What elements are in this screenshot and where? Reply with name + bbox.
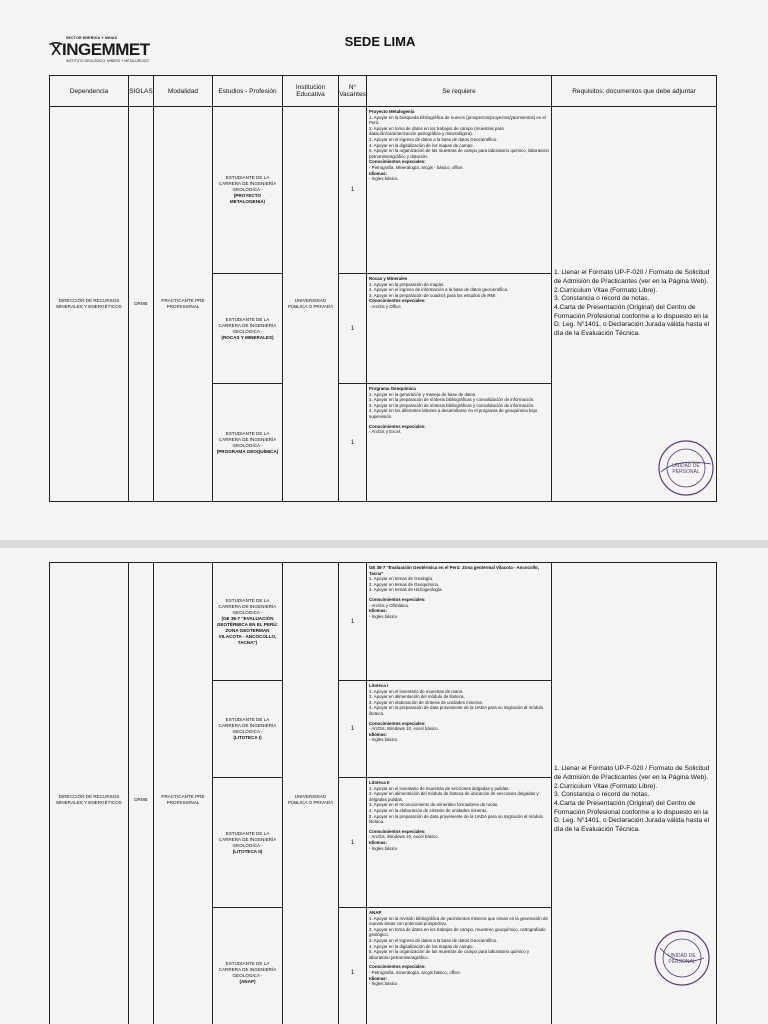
requirement-title: GE 38-7 "Evaluación Geotérmica en el Perú: Zona geotermal Vilacota - Ancocollo, Tacna"	[369, 565, 539, 576]
requirement-item: - Ingles básico	[369, 845, 398, 851]
stamp-text-2: PERSONAL	[668, 959, 696, 965]
estudios-prefix: ESTUDIANTE DE LA CARRERA DE INGENIERÍA GEOLÓGICA -	[218, 960, 277, 978]
program-label: (ROCAS Y MINERALES)	[221, 334, 274, 340]
document-item: 3. Constancia o récord de notas.	[554, 791, 650, 799]
document-item: 1. Llenar el Formato UP-F-020 / Formato de Solicitud de Admisión de Practicantes (ver en la Página Web).	[554, 765, 710, 781]
requirements-cell	[367, 563, 552, 681]
requirement-item: - ArcGis y Excel.	[369, 429, 402, 435]
estudios-cell	[213, 778, 283, 908]
document-item: 1. Llenar el Formato UP-F-020 / Formato de Solicitud de Admisión de Practicantes (ver en la Página Web).	[554, 269, 710, 285]
requirement-item: 4. Apoyar en los diferentes labores a desarrollarse en el programa de geoquímica bajo supervisión.	[369, 408, 538, 419]
requirement-item: - ArcGis y Ofimática.	[369, 602, 410, 608]
requirement-item: 1. Apoyar en el inventario de muestras de mano.	[369, 688, 464, 694]
dependencia-cell: DIRECCIÓN DE RECURSOS MINERALES Y ENERGÉTICOS	[50, 563, 129, 1024]
requirement-heading: Conocimientos especiales:	[369, 720, 426, 726]
column-header: Dependencia	[50, 76, 129, 107]
column-header: N° Vacantes	[339, 76, 367, 107]
requirement-title: ANAP	[369, 910, 382, 915]
document-item: 2.Curriculum Vitae (Formato Libre).	[554, 782, 658, 790]
institucion-cell: UNIVERSIDAD PÚBLICA O PRIVADA	[283, 107, 339, 502]
requirement-item: 2. Apoyar en toma de datos en los trabajos de campo, muestreo geoquímico, cartografiado geológico.	[369, 926, 546, 938]
logo-ministry-text: SECTOR ENERGÍA Y MINAS	[66, 36, 118, 40]
modalidad-cell: PRACTICANTE PRE PROFESIONAL	[154, 563, 213, 1024]
estudios-prefix: ESTUDIANTE DE LA CARRERA DE INGENIERÍA GEOLÓGICA -	[218, 175, 277, 192]
requirement-item: - ArcGis, Windows 10, excel básico.	[369, 726, 439, 732]
official-seal-stamp	[656, 438, 716, 498]
requirements-cell	[367, 778, 552, 908]
requirement-title: Litoteca II	[369, 780, 390, 785]
requirement-item: 1. Apoyar en la generación y manejo de base de datos.	[369, 391, 477, 397]
requirement-item: 3. Apoyar en el ingreso de datos a la base de datos Geocientífica.	[369, 136, 498, 142]
requirement-item: 5. Apoyar en la organización de las muestras de campo para laboratorio químico, laboratorio petromineragráfico y datación.	[369, 148, 549, 159]
vacantes-cell: 1	[339, 681, 367, 778]
requirement-item: 3. Apoyar en temas de Hidrogeología.	[369, 587, 443, 593]
requirement-item: - Petrografía, mineralogía, arcgis básico, office.	[369, 969, 461, 975]
program-label: (PROGRAMA GEOQUÍMICA)	[216, 448, 279, 454]
requirement-title: Rocas y Minerales	[369, 276, 408, 281]
dependencia-cell: DIRECCIÓN DE RECURSOS MINERALES Y ENERGÉTICOS	[50, 107, 129, 502]
requirement-item: 2. Apoyar en la preparación de síntesis bibliográficas y consolidación de información.	[369, 397, 535, 403]
institucion-cell: UNIVERSIDAD PÚBLICA O PRIVADA	[283, 563, 339, 1024]
requirement-heading: Idiomas:	[369, 170, 388, 176]
requirement-item: 1. Apoyar en temas de Geología.	[369, 576, 434, 582]
requirement-title: Programa Geoquímica	[369, 386, 416, 391]
requirement-item: 2. Apoyar en el ingreso de información a la base de datos geocientífica.	[369, 287, 509, 293]
requirement-item: - Ingles básico	[369, 737, 398, 743]
requirement-item: 4. Apoyar en la preparación de data proveniente de la UADA para su migración al módulo litoteca.	[369, 705, 544, 716]
requirement-item: 4. Apoyar en la digitalización de los mapas de campo.	[369, 943, 474, 949]
column-header: SIGLAS	[129, 76, 154, 107]
requirement-item: 5. Apoyar en la organización de las muestras de campo para laboratorio químico y laboratorio petromineragráfico.	[369, 949, 530, 960]
estudios-prefix: ESTUDIANTE DE LA CARRERA DE INGENIERÍA GEOLÓGICA -	[218, 430, 277, 448]
requirement-heading: Conocimientos especiales:	[369, 423, 426, 429]
estudios-cell	[213, 107, 283, 274]
requirement-item: - ArcGis, Windows 10, excel básico.	[369, 834, 439, 840]
requirements-cell	[367, 384, 552, 502]
vacantes-cell: 1	[339, 563, 367, 681]
logo-brand: INGEMMET	[62, 40, 150, 59]
requirement-title: Litoteca I	[369, 683, 389, 688]
requirement-item: 2. Apoyar en temas de Geoquímica.	[369, 581, 440, 587]
requirement-item: 2. Apoyar en alimentación del módulo de litoteca de ubicación de secciones delgadas y delgadas pulidas.	[369, 791, 539, 802]
vacantes-cell: 1	[339, 384, 367, 502]
document-item: 2.Curriculum Vitae (Formato Libre).	[554, 286, 658, 294]
siglas-cell: DRME	[129, 563, 154, 1024]
vacantes-cell: 1	[339, 274, 367, 384]
requirement-item: 1. Apoyar en la búsqueda bibliográfica de nuevos (prospectos/proyectos/yacimientos) en el Perú.	[369, 114, 546, 126]
requirements-cell	[367, 681, 552, 778]
estudios-cell	[213, 908, 283, 1024]
vacantes-cell: 1	[339, 908, 367, 1024]
program-label: (LITOTECA II)	[232, 848, 263, 854]
requirement-heading: Conocimientos especiales:	[369, 596, 426, 602]
estudios-prefix: ESTUDIANTE DE LA CARRERA DE INGENIERÍA GEOLÓGICA -	[218, 597, 277, 615]
program-label: (GE 38-7 "EVALUACIÓN GEOTÉRMICA EN EL PERÚ: ZONA GEOTERMAN VILACOTA - ANCOCOLLO, TACNA")	[216, 615, 279, 645]
page-title: SEDE LIMA	[344, 34, 416, 49]
requirement-item: - Ingles básico.	[369, 176, 399, 182]
estudios-cell	[213, 563, 283, 681]
requirement-item: 2. Apoyar en toma de datos en los trabajos de campo (muestras para datación/caracterización petrográfica y mineralógica).	[369, 125, 504, 137]
requirement-item: - Petrografía, Mineralogía, arcgis - básico, office.	[369, 164, 464, 170]
requirement-item: - Ingles básico	[369, 981, 398, 987]
requirement-item: 2. Apoyar en alimentación del módulo de litoteca.	[369, 694, 465, 700]
table-header-row	[50, 76, 717, 107]
requirement-item: 5. Apoyar en la preparación de data proveniente de la UADA para su migración al módulo litoteca.	[369, 813, 544, 825]
requirement-heading: Conocimientos especiales:	[369, 298, 426, 304]
requirement-heading: Idiomas:	[369, 608, 388, 614]
modalidad-cell: PRACTICANTE PRE PROFESIONAL	[154, 107, 213, 502]
estudios-cell	[213, 681, 283, 778]
requirement-item: 1. Apoyar en la revisión bibliográfica de yacimientos mineros que sirvan en la generación de nuevas áreas con potencial prospectivo.	[369, 915, 548, 927]
estudios-cell	[213, 274, 283, 384]
siglas-cell: DRME	[129, 107, 154, 502]
requirements-table	[49, 75, 717, 502]
estudios-cell	[213, 384, 283, 502]
ingemmet-logo	[48, 36, 148, 66]
requirement-heading: Idiomas:	[369, 731, 388, 737]
requirement-item: 1. Apoyar en el inventario de muestras de secciones delgadas y pulidas.	[369, 785, 510, 791]
estudios-prefix: ESTUDIANTE DE LA CARRERA DE INGENIERÍA GEOLÓGICA -	[218, 316, 277, 334]
requirements-table	[49, 562, 717, 1024]
requirement-title: Proyecto Metalogenia	[369, 109, 415, 114]
column-header: Modalidad	[154, 76, 213, 107]
logo-subtitle: INSTITUTO GEOLÓGICO, MINERO Y METALÚRGICO	[66, 59, 149, 63]
stamp-text-2: PERSONAL	[672, 469, 700, 475]
vacantes-cell: 1	[339, 107, 367, 274]
document-item: 4.Carta de Presentación (Original) del Centro de Formación Profesional conforme a lo dispuesto en la D. Leg. N°1401, o Declaración Jurada válida hasta el día de la Evaluación Técnica.	[554, 800, 710, 834]
program-label: (LITOTECA I)	[233, 735, 262, 740]
column-header: Institución Educativa	[283, 76, 339, 107]
requirement-item: 3. Apoyar en la preparación de cuadros para los estudios de RMI.	[369, 292, 497, 298]
requirement-item: - Ingles básico	[369, 613, 398, 619]
document-item: 4.Carta de Presentación (Original) del Centro de Formación Profesional conforme a lo dispuesto en la D. Leg. N°1401, o Declaración Jurada válida hasta el día de la Evaluación Técnica.	[554, 304, 710, 338]
requirement-item: 3. Apoyar en la preparación de síntesis bibliográficas y consolidación de información.	[369, 402, 535, 408]
requirement-item: 4. Apoyar en la digitalización de los mapas de campo.	[369, 142, 474, 148]
requirement-item: 3. Apoyar en elaboración de síntesis de unidades mineras.	[369, 699, 483, 705]
requirement-heading: Idiomas:	[369, 975, 388, 981]
official-seal-stamp	[652, 928, 712, 988]
requirement-heading: Idiomas:	[369, 839, 388, 845]
table-row	[50, 107, 717, 274]
stamp-text-1: UNIDAD DE	[668, 953, 696, 959]
requirement-item: - ArcGis y Office	[369, 303, 401, 309]
document-page-2	[0, 548, 768, 1024]
requirement-heading: Conocimientos especiales:	[369, 828, 426, 834]
requirement-heading: Conocimientos especiales:	[369, 964, 426, 970]
estudios-prefix: ESTUDIANTE DE LA CARRERA DE INGENIERÍA GEOLÓGICA -	[218, 830, 277, 848]
document-item: 3. Constancia o récord de notas.	[554, 295, 650, 303]
requirement-item: 3. Apoyar en el ingreso de datos a la base de datos Geocientífica.	[369, 937, 498, 943]
requirement-item: 4. Apoyar en la elaboración de síntesis de unidades mineras.	[369, 807, 488, 813]
requirements-cell	[367, 107, 552, 274]
stamp-text-1: UNIDAD DE	[672, 463, 700, 469]
estudios-prefix: ESTUDIANTE DE LA CARRERA DE INGENIERÍA GEOLÓGICA -	[218, 717, 277, 734]
vacantes-cell: 1	[339, 778, 367, 908]
requirement-heading: Conocimientos especiales:	[369, 159, 426, 165]
column-header: Requisitos: documentos que debe adjuntar	[552, 76, 717, 107]
requirements-cell	[367, 908, 552, 1024]
program-label: (ANAP)	[239, 978, 256, 984]
requirement-item: 3. Apoyar en el reconocimiento de minerales formadores de rocas.	[369, 802, 499, 808]
table-row	[50, 563, 717, 681]
column-header: Estudios - Profesión	[213, 76, 283, 107]
requirement-item: 1. Apoyar en la preparación de mapas.	[369, 281, 445, 287]
requirements-cell	[367, 274, 552, 384]
program-label: (PROYECTO METALOGENIA)	[229, 193, 266, 204]
column-header: Se requiere	[367, 76, 552, 107]
